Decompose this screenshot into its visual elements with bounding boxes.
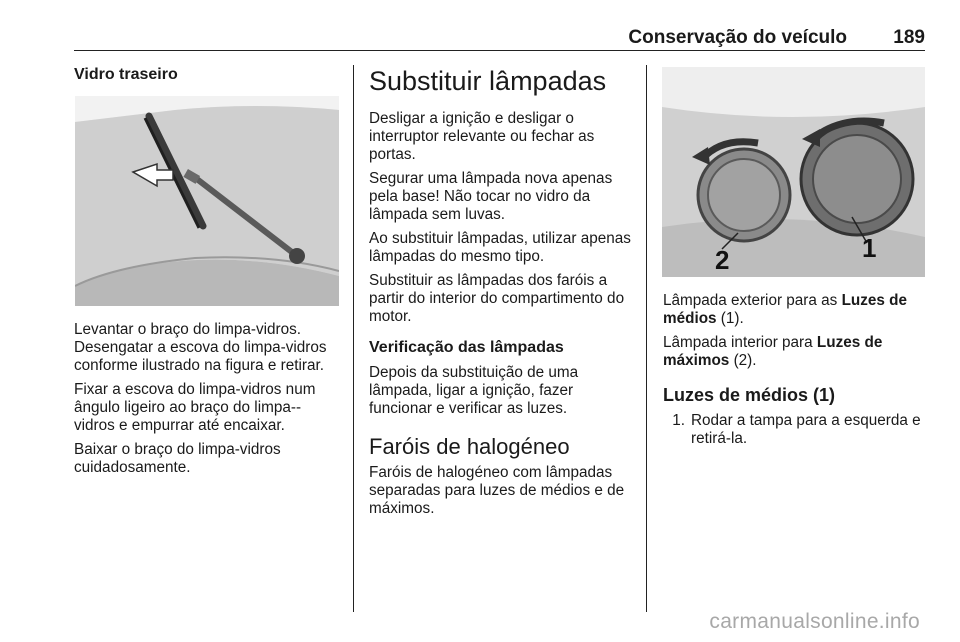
paragraph: Levantar o braço do limpa-vidros. Desengatar a escova do limpa-vidros conforme ilustrado na figura e retirar.: [74, 321, 327, 374]
paragraph: Substituir as lâmpadas dos faróis a partir do interior do compartimento do motor.: [369, 272, 625, 325]
column-3-text: [663, 292, 925, 448]
caption-bold: Luzes de médios: [663, 292, 908, 327]
figure-label-2: 2: [715, 245, 730, 275]
column-divider-2: [646, 65, 647, 612]
section-heading-replace-bulbs: Substituir lâmpadas: [369, 66, 607, 96]
wiper-figure: [75, 96, 339, 306]
headlight-figure: [662, 67, 925, 277]
caption-text: Lâmpada interior para: [663, 334, 817, 351]
paragraph: Segurar uma lâmpada nova apenas pela base! Não tocar no vidro da lâmpada sem luvas.: [369, 170, 613, 223]
section-heading-low-beam: Luzes de médios (1): [663, 385, 836, 405]
caption-text: Lâmpada exterior para as: [663, 292, 842, 309]
section-heading-rear-window: Vidro traseiro: [74, 66, 178, 83]
paragraph: Desligar a ignição e desligar o interruptor relevante ou fechar as portas.: [369, 110, 595, 163]
column-1-text: [74, 321, 340, 483]
list-number: 1.: [672, 412, 685, 429]
page-number: 189: [893, 27, 925, 48]
wiper-illustration: [75, 96, 339, 306]
paragraph: Fixar a escova do limpa-vidros num ângulo ligeiro ao braço do limpa--vidros e empurrar até encaixar.: [74, 381, 316, 434]
caption-low-beam: [663, 292, 925, 328]
caption-bold: Luzes de máximos: [663, 334, 883, 369]
column-1: [74, 66, 340, 84]
section-heading-halogen: Faróis de halogéneo: [369, 434, 570, 459]
caption-high-beam: [663, 334, 925, 370]
sub-heading-bulb-check: Verificação das lâmpadas: [369, 339, 564, 356]
paragraph: Faróis de halogéneo com lâmpadas separadas para luzes de médios e de máximos.: [369, 464, 625, 517]
watermark: carmanualsonline.info: [709, 610, 920, 633]
headlight-illustration: [662, 67, 925, 277]
list-text: Rodar a tampa para a esquerda e retirá-la.: [691, 412, 921, 447]
figure-label-1: 1: [862, 233, 877, 263]
paragraph: Baixar o braço do limpa-vidros cuidadosamente.: [74, 441, 281, 476]
page-header: [74, 26, 925, 51]
column-divider-1: [353, 65, 354, 612]
column-2: [369, 66, 635, 524]
paragraph: Ao substituir lâmpadas, utilizar apenas lâmpadas do mesmo tipo.: [369, 230, 631, 265]
list-item: [663, 412, 925, 448]
caption-suffix: (1).: [716, 310, 744, 327]
paragraph: Depois da substituição de uma lâmpada, ligar a ignição, fazer funcionar e verificar as luzes.: [369, 364, 579, 417]
caption-suffix: (2).: [729, 352, 757, 369]
header-title: Conservação do veículo: [628, 27, 847, 48]
